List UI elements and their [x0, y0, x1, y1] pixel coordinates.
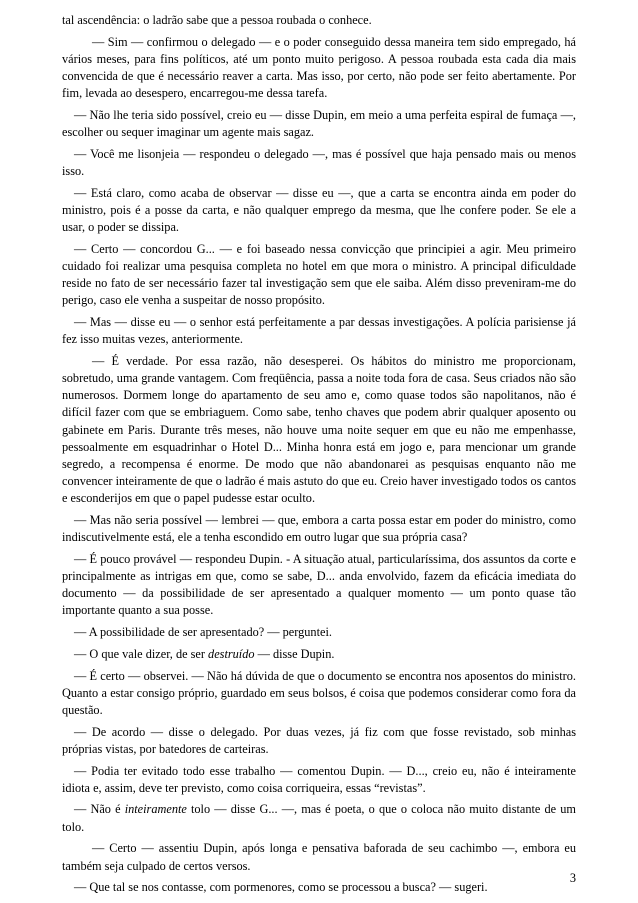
- paragraph: — Certo — assentiu Dupin, após longa e pensativa baforada de seu cachimbo —, embora eu também seja culpado de certos versos.: [62, 841, 576, 873]
- paragraph: — É certo — observei. — Não há dúvida de que o documento se encontra nos aposentos do ministro. Quanto a estar consigo próprio, guardado em seus bolsos, é coisa que podemos considerar como fora da questão.: [62, 668, 576, 717]
- paragraph: — Certo — concordou G... — e foi baseado nessa convicção que principiei a agir. Meu primeiro cuidado foi realizar uma pesquisa completa no hotel em que mora o ministro. A principal dificuldade reside no fato de ser necessário fazer tal investigação sem que ele saiba. Além disso preveniram-me do perigo, caso ele venha a suspeitar de nosso propósito.: [62, 241, 576, 308]
- paragraph: [62, 646, 576, 663]
- paragraph-text: — Não é: [74, 802, 125, 817]
- body-text: [62, 12, 576, 901]
- paragraph: tal ascendência: o ladrão sabe que a pessoa roubada o conhece.: [62, 13, 372, 27]
- paragraph: — Está claro, como acaba de observar — disse eu —, que a carta se encontra ainda em poder do ministro, pois é a posse da carta, e não qualquer emprego da mesma, que lhe confere poder. Se ele a usar, o poder se dissipa.: [62, 185, 576, 235]
- paragraph: [62, 801, 576, 835]
- paragraph: — Mas — disse eu — o senhor está perfeitamente a par dessas investigações. A polícia parisiense já fez isso muitas vezes, anteriormente.: [62, 315, 576, 347]
- paragraph-text: — disse Dupin.: [254, 646, 335, 661]
- paragraph-text: — O que vale dizer, de ser: [74, 646, 209, 661]
- paragraph: — É pouco provável — respondeu Dupin. - A situação atual, particularíssima, dos assuntos da corte e principalmente as intrigas em que, como se sabe, D... anda envolvido, fazem da eficácia imediata do documento — da possibilidade de ser apresentado a qualquer momento — um ponto quase tão importante quanto a sua posse.: [62, 551, 576, 618]
- page-number: 3: [569, 871, 576, 885]
- emphasis-text: destruído: [208, 646, 255, 661]
- emphasis-text: inteiramente: [124, 802, 187, 817]
- paragraph: — Mas não seria possível — lembrei — que, embora a carta possa estar em poder do ministro, como indiscutivelmente está, ele a tenha escondido em outro lugar que sua própria casa?: [62, 512, 576, 545]
- paragraph: — Que tal se nos contasse, com pormenores, como se processou a busca? — sugeri.: [74, 880, 488, 895]
- paragraph: — Você me lisonjeia — respondeu o delegado —, mas é possível que haja pensado mais ou menos isso.: [62, 146, 576, 179]
- paragraph-text: tolo — disse G... —, mas é poeta, o que o coloca não muito distante de um tolo.: [62, 802, 576, 834]
- paragraph: — É verdade. Por essa razão, não desesperei. Os hábitos do ministro me proporcionam, sobretudo, uma grande vantagem. Com freqüência, passa a noite toda fora de casa. Seus criados não são numerosos. Dormem longe do apartamento de seu amo e, como quase todos são napolitanos, não é difícil fazer com que se embriaguem. Como sabe, tenho chaves que podem abrir qualquer aposento ou gabinete em Paris. Durante três meses, não houve uma noite sequer em que eu não me empenhasse, pessoalmente em esquadrinhar o Hotel D... Minha honra está em jogo e, para mencionar um grande segredo, a recompensa é enorme. De modo que não abandonarei as pesquisas enquanto não me convencer inteiramente de que o ladrão é mais astuto do que eu. Creio haver investigado todos os cantos e esconderijos em que o papel pudesse estar oculto.: [62, 353, 576, 506]
- paragraph: — Sim — confirmou o delegado — e o poder conseguido dessa maneira tem sido empregado, há vários meses, para fins políticos, até um ponto muito perigoso. A pessoa roubada esta cada dia mais convencida de que é necessário reaver a carta. Mas isso, por certo, não pode ser feito abertamente. Por fim, levada ao desespero, encarregou-me dessa tarefa.: [62, 34, 576, 101]
- paragraph: — De acordo — disse o delegado. Por duas vezes, já fiz com que fosse revistado, sob minhas próprias vistas, por batedores de carteiras.: [62, 724, 576, 756]
- paragraph: — Não lhe teria sido possível, creio eu — disse Dupin, em meio a uma perfeita espiral de fumaça —, escolher ou sequer imaginar um agente mais sagaz.: [62, 107, 576, 140]
- paragraph: — A possibilidade de ser apresentado? — perguntei.: [74, 625, 332, 640]
- paragraph: — Podia ter evitado todo esse trabalho — comentou Dupin. — D..., creio eu, não é inteiramente idiota e, assim, deve ter previsto, como coisa corriqueira, essas “revistas”.: [62, 763, 576, 795]
